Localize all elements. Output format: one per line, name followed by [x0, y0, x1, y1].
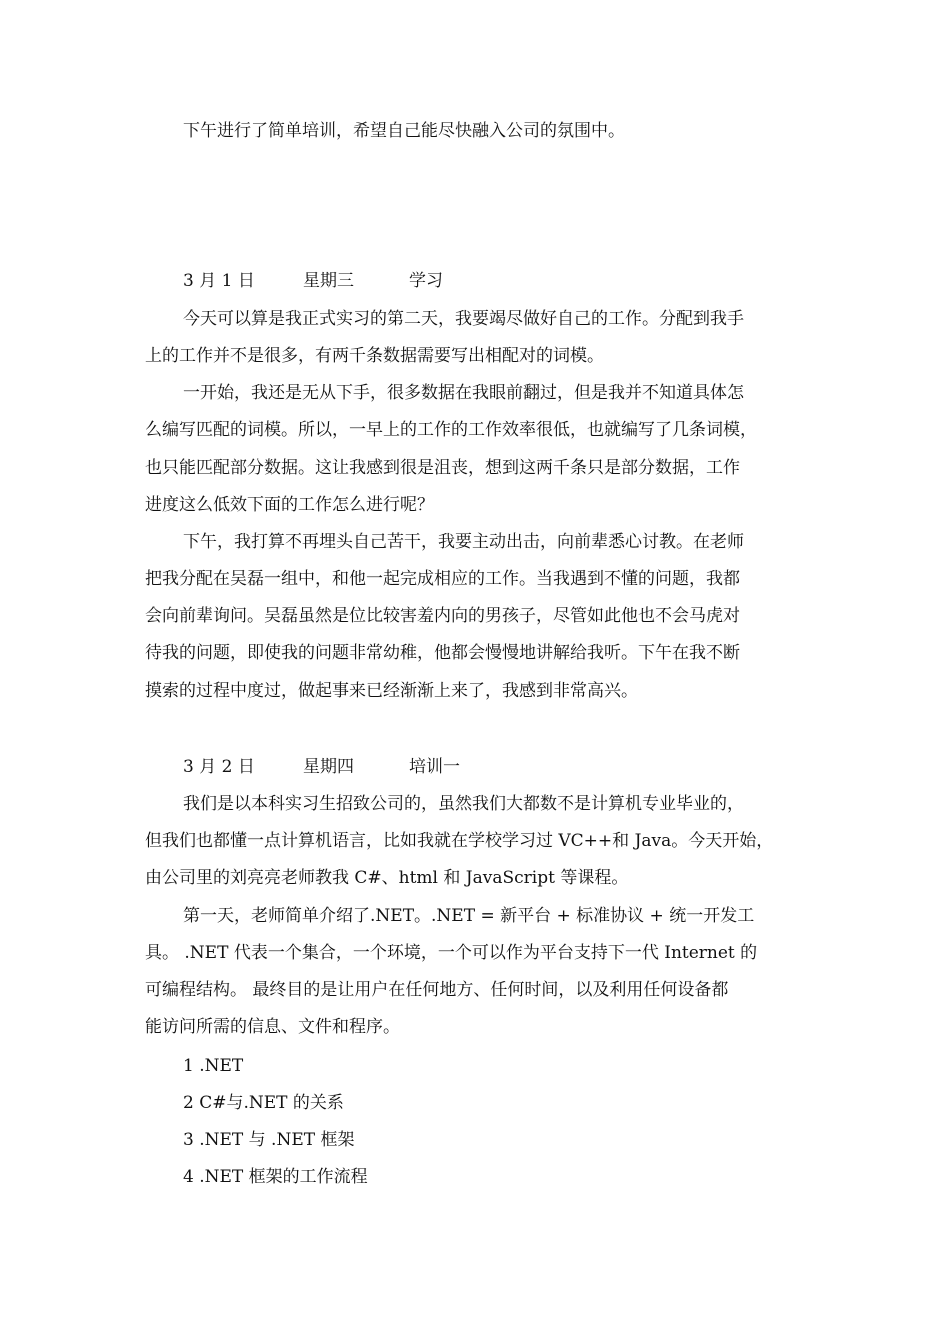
list-item: 2 C#与.NET 的关系 [183, 1093, 344, 1113]
paragraph-line: 但我们也都懂一点计算机语言，比如我就在学校学习过 VC++和 Java。今天开始， [145, 831, 774, 851]
entry-topic: 培训一 [409, 757, 460, 777]
paragraph-line: 把我分配在吴磊一组中，和他一起完成相应的工作。当我遇到不懂的问题，我都 [145, 569, 740, 589]
paragraph-line: 进度这么低效下面的工作怎么进行呢？ [145, 495, 434, 515]
entry-weekday: 星期三 [303, 271, 354, 291]
paragraph-line: 今天可以算是我正式实习的第二天，我要竭尽做好自己的工作。分配到我手 [183, 309, 744, 329]
paragraph-line: 由公司里的刘亮亮老师教我 C#、html 和 JavaScript 等课程。 [145, 868, 629, 888]
entry-weekday: 星期四 [303, 757, 354, 777]
entry-heading [183, 270, 807, 292]
paragraph-line: 具。 .NET 代表一个集合，一个环境，一个可以作为平台支持下一代 Internet 的 [145, 943, 758, 963]
paragraph-line: 会向前辈询问。吴磊虽然是位比较害羞内向的男孩子，尽管如此他也不会马虎对 [145, 606, 740, 626]
list-item: 1 .NET [183, 1056, 244, 1076]
entry-date: 3 月 2 日 [183, 757, 255, 777]
paragraph-line: 下午，我打算不再埋头自己苦干，我要主动出击，向前辈悉心讨教。在老师 [183, 532, 744, 552]
intro-text: 下午进行了简单培训，希望自己能尽快融入公司的氛围中。 [183, 121, 625, 141]
paragraph-line: 也只能匹配部分数据。这让我感到很是沮丧，想到这两千条只是部分数据，工作 [145, 458, 740, 478]
paragraph-line: 么编写匹配的词模。所以，一早上的工作的工作效率很低，也就编写了几条词模， [145, 420, 757, 440]
paragraph-line: 能访问所需的信息、文件和程序。 [145, 1017, 400, 1037]
entry-heading [183, 756, 807, 778]
entry-date: 3 月 1 日 [183, 271, 255, 291]
paragraph-line: 我们是以本科实习生招致公司的，虽然我们大都数不是计算机专业毕业的， [183, 794, 744, 814]
paragraph-line: 可编程结构。 最终目的是让用户在任何地方、任何时间，以及利用任何设备都 [145, 980, 729, 1000]
paragraph-line: 上的工作并不是很多，有两千条数据需要写出相配对的词模。 [145, 346, 604, 366]
paragraph-line: 第一天，老师简单介绍了.NET。.NET = 新平台 + 标准协议 + 统一开发工 [183, 906, 755, 926]
paragraph-line: 待我的问题，即使我的问题非常幼稚，他都会慢慢地讲解给我听。下午在我不断 [145, 643, 740, 663]
list-item: 3 .NET 与 .NET 框架 [183, 1130, 355, 1150]
entry-topic: 学习 [409, 271, 443, 291]
paragraph-line: 摸索的过程中度过，做起事来已经渐渐上来了，我感到非常高兴。 [145, 681, 638, 701]
paragraph-line: 一开始，我还是无从下手，很多数据在我眼前翻过，但是我并不知道具体怎 [183, 383, 744, 403]
list-item: 4 .NET 框架的工作流程 [183, 1167, 368, 1187]
